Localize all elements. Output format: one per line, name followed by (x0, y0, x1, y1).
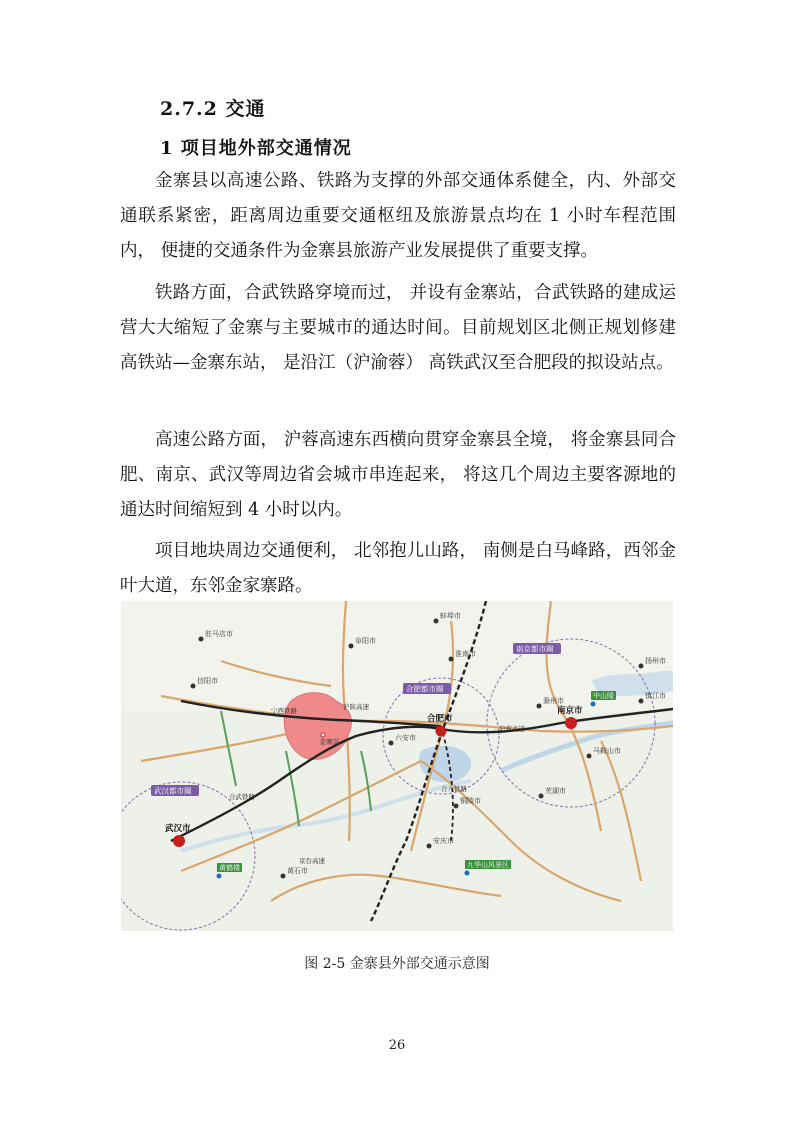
city-dot (349, 644, 354, 649)
city-label: 镇江市 (645, 692, 666, 700)
transport-map (121, 601, 673, 931)
route-label: 京台高速 (299, 857, 325, 865)
city-label: 黄石市 (287, 867, 308, 875)
paragraph-surroundings: 项目地块周边交通便利， 北邻抱儿山路， 南侧是白马峰路，西邻金叶大道，东邻金家寨路。 (120, 541, 676, 596)
city-label: 蚌埠市 (440, 612, 461, 620)
city-dot (537, 704, 542, 709)
page-number: 26 (388, 1038, 406, 1053)
scenic-dot (591, 702, 596, 707)
city-label: 阜阳市 (355, 637, 376, 645)
city-label: 驻马店市 (205, 630, 233, 638)
city-dot (281, 874, 286, 879)
city-label: 铜陵市 (460, 797, 481, 805)
major-city-label-0: 武汉市 (165, 824, 191, 834)
region-tag-2: 南京都市圈 (516, 644, 554, 654)
city-label: 信阳市 (197, 677, 218, 685)
paragraph-highway: 高速公路方面， 沪蓉高速东西横向贯穿金寨县全境， 将金寨县同合肥、南京、武汉等周边省会城市串连起来， 将这几个周边主要客源地的通达时间缩短到 4 小时以内。 (120, 430, 676, 520)
major-city-label-2: 南京市 (557, 706, 583, 716)
city-dot (639, 664, 644, 669)
region-tag-1: 合肥都市圈 (406, 684, 444, 694)
city-dot (427, 844, 432, 849)
city-label: 扬州市 (645, 657, 666, 665)
city-dot (587, 754, 592, 759)
scenic-dot (217, 874, 222, 879)
city-label: 芜湖市 (545, 787, 566, 795)
transport-map-figure (121, 601, 673, 931)
scenic-dot (465, 871, 470, 876)
scenic-label: 中山陵 (593, 692, 614, 700)
county-station-label: 金寨站 (319, 738, 340, 746)
route-label: 合九铁路 (441, 785, 467, 793)
region-tag-0: 武汉都市圈 (154, 786, 192, 796)
paragraph-overview: 金寨县以高速公路、铁路为支撑的外部交通体系健全，内、外部交通联系紧密，距离周边重要交通枢纽及旅游景点均在 1 小时车程范围内， 便捷的交通条件为金寨县旅游产业发展提供了重要支撑。 (120, 171, 676, 261)
subsection-heading: 1 项目地外部交通情况 (160, 138, 352, 159)
route-label: 沪陕高速 (343, 703, 369, 711)
city-dot (434, 619, 439, 624)
city-label: 滁州市 (543, 697, 564, 705)
route-label: 沪蓉高速 (499, 725, 525, 733)
major-city-label-1: 合肥市 (427, 714, 453, 724)
scenic-label: 九华山风景区 (467, 861, 509, 869)
paragraph-railway: 铁路方面，合武铁路穿境而过， 并设有金寨站，合武铁路的建成运营大大缩短了金寨与主要城市的通达时间。目前规划区北侧正规划修建高铁站—金寨东站， 是沿江（沪渝蓉） 高铁武汉至合肥段的拟设站点。 (120, 283, 676, 373)
city-dot (639, 699, 644, 704)
city-dot (449, 657, 454, 662)
city-dot (539, 794, 544, 799)
route-label: 宁西铁路 (271, 707, 297, 715)
city-dot (454, 804, 459, 809)
city-label: 马鞍山市 (593, 747, 621, 755)
city-label: 六安市 (395, 734, 416, 742)
city-dot (199, 637, 204, 642)
city-dot (191, 684, 196, 689)
route-label: 合武铁路 (229, 793, 255, 801)
city-dot (389, 741, 394, 746)
section-heading: 2.7.2 交通 (160, 98, 266, 120)
city-label: 安庆市 (433, 837, 454, 845)
scenic-label: 黄鹤楼 (219, 864, 240, 872)
figure-caption: 图 2-5 金寨县外部交通示意图 (304, 956, 490, 972)
city-label: 淮南市 (455, 650, 476, 658)
